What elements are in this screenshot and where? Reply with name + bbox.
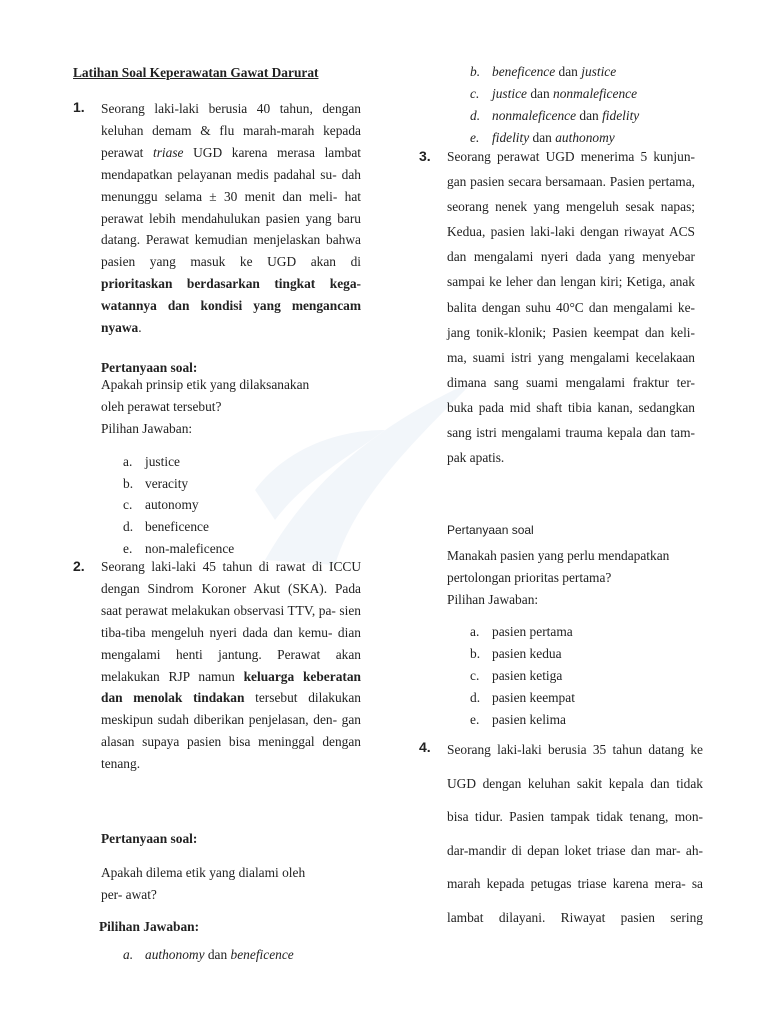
question-3-question-line-1: Manakah pasien yang perlu mendapatkan <box>447 548 670 563</box>
question-1-question-line-2: oleh perawat tersebut? <box>101 399 222 414</box>
question-2-number: 2. <box>73 558 85 574</box>
question-1-text: Seorang laki-laki berusia 40 tahun, dengan keluhan demam & flu marah-marah kepada perawat triase UGD karena merasa lambat mendapatkan pelayanan medis padahal su- dah menunggu selama ± 30 menit dan meli- hat perawat lebih mendahulukan pasien yang baru datang. Perawat kemudian menjelaskan bahwa pasien yang masuk ke UGD akan di prioritaskan berdasarkan tingkat kega- watannya dan kondisi yang mengancam nyawa. <box>101 101 362 336</box>
question-3-choices-label: Pilihan Jawaban: <box>447 592 539 607</box>
question-2-question-label: Pertanyaan soal: <box>101 831 198 846</box>
question-4-number: 4. <box>419 739 431 755</box>
question-2-option-e: e. fidelity dan authonomy <box>470 130 615 145</box>
question-3-option-d: d. pasien keempat <box>470 690 575 705</box>
question-3-option-c: c. pasien ketiga <box>470 668 563 683</box>
question-3-option-b: b. pasien kedua <box>470 646 562 661</box>
question-1-option-d: d. beneficence <box>123 519 209 534</box>
question-2-option-a: a. authonomy dan beneficence <box>123 947 294 962</box>
question-3-text: Seorang perawat UGD menerima 5 kunjun- gan pasien secara bersamaan. Pasien pertama, seorang nenek yang mengeluh sesak napas; Kedua, pasien laki-laki dengan riwayat ACS dan mengalami nyeri dada yang menyebar sampai ke leher dan lengan kiri; Ketiga, anak balita dengan suhu 40°C dan mengalami ke- jang tonik-klonik; Pasien keempat dan keli- ma, suami istri yang mengalami kecelakaan dimana sang suami mengalami fraktur ter- buka pada mid shaft tibia kanan, sedangkan sang istri mengalami trauma kepala dan tam- pak apatis. <box>447 149 695 466</box>
question-1-option-b: b. veracity <box>123 476 189 491</box>
question-2-choices-label: Pilihan Jawaban: <box>99 919 200 934</box>
question-1-choices-label: Pilihan Jawaban: <box>101 421 193 436</box>
question-2-option-d: d. nonmaleficence dan fidelity <box>470 108 640 123</box>
question-3-option-a: a. pasien pertama <box>470 624 573 639</box>
question-3-question-line-2: pertolongan prioritas pertama? <box>447 570 612 585</box>
question-3-number: 3. <box>419 148 431 164</box>
question-2-option-c: c. justice dan nonmaleficence <box>470 86 638 101</box>
question-2-question-line-1: Apakah dilema etik yang dialami oleh <box>101 865 306 880</box>
question-1-option-c: c. autonomy <box>123 497 199 512</box>
question-1-option-a: a. justice <box>123 454 180 469</box>
question-1-option-e: e. non-maleficence <box>123 541 235 556</box>
question-2-text: Seorang laki-laki 45 tahun di rawat di ICCU dengan Sindrom Koroner Akut (SKA). Pada saat perawat melakukan observasi TTV, pa- sien tiba-tiba mengeluh nyeri dada dan kemu- dian mengalami henti jantung. Perawat akan melakukan RJP namun keluarga keberatan dan menolak tindakan tersebut dilakukan meskipun sudah diberikan penjelasan, den- gan alasan supaya pasien bisa meninggal dengan tenang. <box>101 559 362 772</box>
question-2-option-b: b. beneficence dan justice <box>470 64 617 79</box>
question-1-question-label: Pertanyaan soal: <box>101 360 198 375</box>
question-2-question-line-2: per- awat? <box>101 887 157 902</box>
question-3-question-label: Pertanyaan soal <box>447 523 534 537</box>
question-1-number: 1. <box>73 99 85 115</box>
question-3-option-e: e. pasien kelima <box>470 712 566 727</box>
page-title: Latihan Soal Keperawatan Gawat Darurat <box>73 65 319 80</box>
question-4-text: Seorang laki-laki berusia 35 tahun datang ke UGD dengan keluhan sakit kepala dan tidak bisa tidur. Pasien tampak tidak tenang, mon- dar-mandir di depan loket triase dan mar- ah-marah kepada petugas triase karena mera- sa lambat dilayani. Riwayat pasien sering <box>447 742 703 925</box>
question-1-question-line-1: Apakah prinsip etik yang dilaksanakan <box>101 377 310 392</box>
